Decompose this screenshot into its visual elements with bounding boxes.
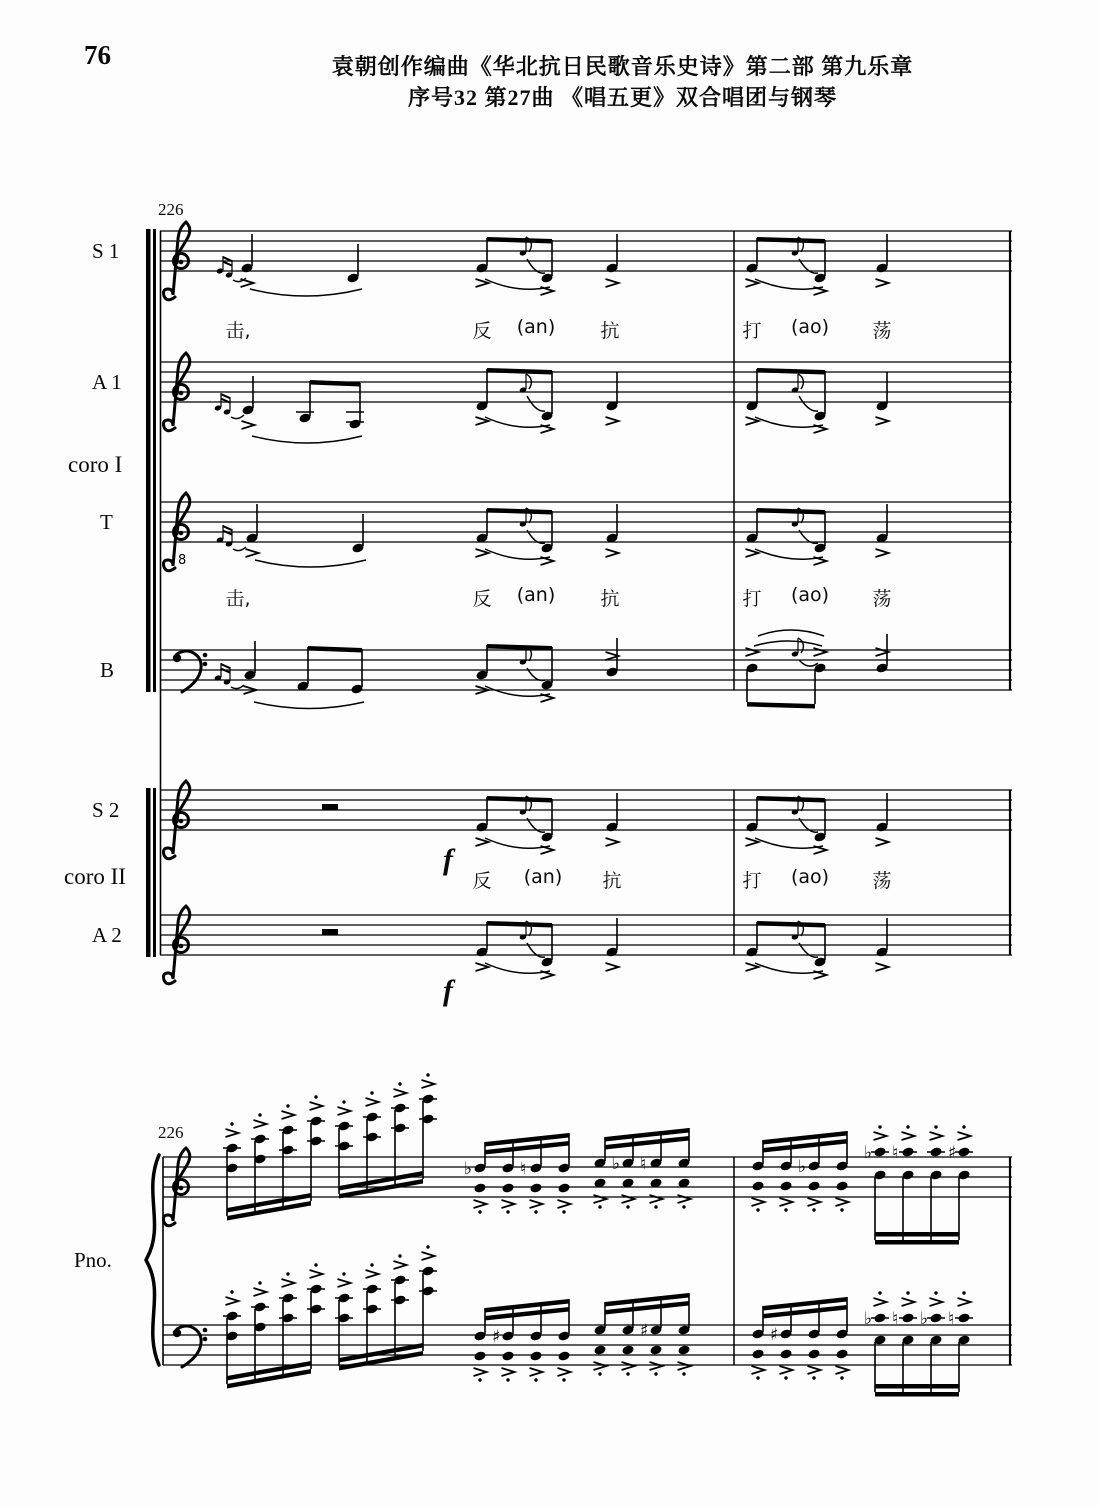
svg-text:♯: ♯	[948, 1143, 957, 1163]
lyric-syllable: 反	[472, 588, 492, 610]
svg-text:♮: ♮	[640, 1154, 647, 1174]
lyric-syllable: (ao)	[790, 316, 830, 338]
svg-text:♯: ♯	[492, 1327, 501, 1347]
svg-text:8: 8	[178, 553, 187, 568]
svg-text:♮: ♮	[948, 1309, 955, 1329]
group-label-coro2: coro II	[64, 864, 126, 889]
lyric-syllable: 击,	[225, 320, 251, 342]
svg-text:♭: ♭	[920, 1309, 929, 1329]
svg-text:♭: ♭	[864, 1309, 873, 1329]
staff-label-a2: A 2	[92, 923, 122, 947]
lyric-syllable: 反	[472, 320, 492, 342]
staff-label-s2: S 2	[92, 798, 120, 822]
staff-label-s1: S 1	[92, 239, 120, 263]
svg-text:♯: ♯	[640, 1321, 649, 1341]
lyric-syllable: 打	[742, 870, 762, 892]
lyric-syllable: (an)	[523, 866, 563, 888]
lyric-syllable: 荡	[872, 588, 892, 610]
lyric-syllable: (ao)	[790, 584, 830, 606]
staff-label-b: B	[100, 658, 115, 682]
svg-text:♯: ♯	[770, 1325, 779, 1345]
title-line-2: 序号32 第27曲 《唱五更》双合唱团与钢琴	[407, 85, 837, 110]
measure-number-choir: 226	[158, 200, 184, 219]
lyric-syllable: 抗	[600, 588, 620, 610]
lyric-syllable: 打	[742, 588, 762, 610]
lyric-syllable: (ao)	[790, 866, 830, 888]
dynamic-marking: f	[443, 843, 453, 876]
lyric-syllable: 打	[742, 320, 762, 342]
staff-label-a1: A 1	[92, 370, 122, 394]
lyric-syllable: 荡	[872, 320, 892, 342]
svg-text:♭: ♭	[464, 1159, 473, 1179]
staff-label-t: T	[100, 510, 113, 534]
staff-label-pno: Pno.	[74, 1248, 112, 1272]
lyric-syllable: 荡	[872, 870, 892, 892]
lyric-syllable: (an)	[516, 316, 556, 338]
svg-text:♭: ♭	[798, 1157, 807, 1177]
svg-text:♮: ♮	[892, 1143, 899, 1163]
page-number: 76	[84, 40, 111, 70]
lyric-syllable: 抗	[600, 320, 620, 342]
svg-text:♮: ♮	[892, 1309, 899, 1329]
measure-number-piano: 226	[158, 1123, 184, 1142]
dynamic-marking: f	[443, 974, 453, 1007]
svg-text:♭: ♭	[864, 1143, 873, 1163]
svg-text:♭: ♭	[612, 1154, 621, 1174]
lyric-syllable: 击,	[225, 588, 251, 610]
lyric-syllable: 反	[472, 870, 492, 892]
lyric-syllable: (an)	[516, 584, 556, 606]
group-label-coro1: coro I	[68, 452, 123, 477]
lyric-syllable: 抗	[602, 870, 622, 892]
svg-text:♮: ♮	[520, 1159, 527, 1179]
title-line-1: 袁朝创作编曲《华北抗日民歌音乐史诗》第二部 第九乐章	[331, 54, 914, 79]
